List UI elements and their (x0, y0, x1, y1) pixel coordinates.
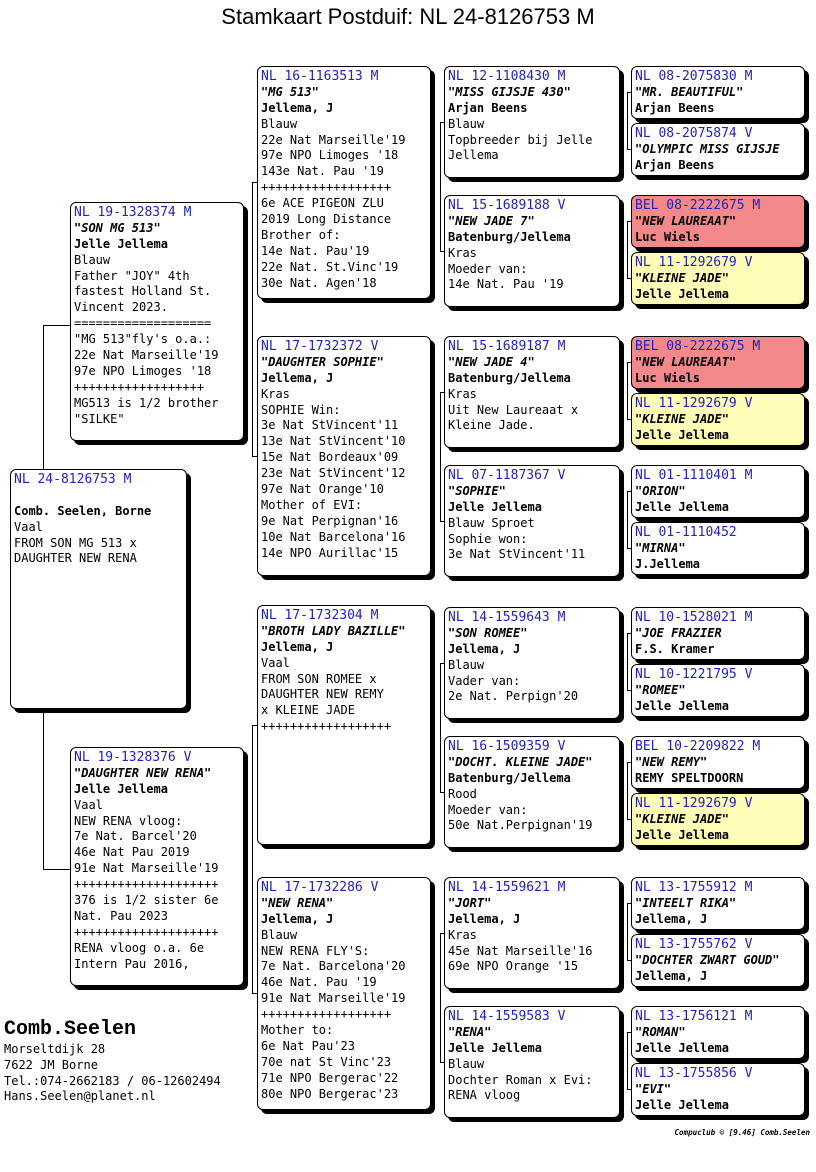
ring-number: NL 10-1528021 M (635, 610, 753, 625)
pedigree-note-line: Blauw (74, 252, 111, 267)
pedigree-note-line: 80e NPO Bergerac'23 (261, 1086, 399, 1101)
pedigree-note-line: Topbreeder bij Jelle (448, 132, 593, 147)
pedigree-note-line: 6e Nat Pau'23 (261, 1038, 355, 1053)
pigeon-name: "BROTH LADY BAZILLE" (261, 623, 406, 638)
pigeon-name: "NEW LAUREAAT" (635, 354, 737, 369)
pedigree-note-line: Mother to: (261, 1023, 334, 1038)
owner-name: Batenburg/Jellema (448, 370, 571, 385)
ancestor-card-dss[interactable] (444, 607, 620, 719)
pedigree-note-line: Vaal (74, 797, 103, 812)
pedigree-note-line: 13e Nat StVincent'10 (261, 434, 406, 449)
connector-line (440, 663, 441, 793)
pigeon-name: "SON MG 513" (74, 220, 161, 235)
ring-number: NL 24-8126753 M (14, 472, 132, 487)
connector-line (440, 392, 441, 522)
pedigree-note-line: 46e Nat Pau 2019 (74, 845, 190, 860)
pedigree-note-line: RENA vloog o.a. 6e (74, 940, 205, 955)
sire-card[interactable] (70, 202, 244, 441)
owner-name: Jelle Jellema (635, 499, 729, 514)
pedigree-note-line: Moeder van: (448, 261, 528, 276)
owner-name: Jelle Jellema (635, 427, 729, 442)
pedigree-note-line: 97e NPO Limoges '18 (261, 148, 399, 163)
owner-name: Luc Wiels (635, 370, 701, 385)
pigeon-name: "DOCHT. KLEINE JADE" (448, 754, 593, 769)
great-grandparent-card-10[interactable] (631, 664, 805, 717)
great-grandparent-card-4[interactable] (631, 252, 805, 305)
ring-number: NL 08-2075874 V (635, 126, 753, 141)
ring-number: NL 15-1689187 M (448, 339, 566, 354)
pedigree-note-line: Vaal (14, 519, 43, 534)
ring-number: NL 13-1755762 V (635, 937, 753, 952)
pigeon-name: "KLEINE JADE" (635, 811, 729, 826)
ring-number: BEL 08-2222675 M (635, 198, 761, 213)
pedigree-note-line: ++++++++++++++++++ (261, 1007, 392, 1022)
breeder-postcode-line: 7622 JM Borne (4, 1057, 98, 1072)
ring-number: NL 01-1110452 (635, 525, 737, 540)
owner-name: Jellema, J (261, 100, 334, 115)
breeder-address-line: Morseltdijk 28 (4, 1042, 106, 1056)
great-grandparent-card-12[interactable] (631, 793, 805, 846)
pedigree-note-line: ++++++++++++++++++++ (74, 877, 219, 892)
ancestor-card-sds[interactable] (444, 336, 620, 448)
ancestor-card-dds[interactable] (444, 877, 620, 989)
owner-name: Jellema, J (448, 911, 521, 926)
pedigree-note-line: 45e Nat Marseille'16 (448, 943, 593, 958)
pigeon-name: "ROMAN" (635, 1024, 686, 1039)
pedigree-note-line: Father "JOY" 4th (74, 268, 190, 283)
software-credit: Compuclub © [9.46] Comb.Seelen (674, 1128, 810, 1137)
pigeon-name: "MR. BEAUTIFUL" (635, 84, 744, 99)
ring-number: NL 11-1292679 V (635, 796, 753, 811)
pedigree-note-line: Kras (261, 386, 290, 401)
owner-name: Jelle Jellema (635, 698, 729, 713)
spacer (14, 488, 183, 504)
pedigree-note-line: Kras (448, 386, 477, 401)
ring-number: NL 17-1732304 M (261, 608, 379, 623)
owner-name: Arjan Beens (448, 100, 528, 115)
pedigree-note-line: 46e Nat. Pau '19 (261, 975, 377, 990)
pedigree-note-line: Sophie won: (448, 531, 528, 546)
owner-name: Jellema, J (261, 911, 334, 926)
pedigree-note-line: Brother of: (261, 227, 341, 242)
pedigree-note-line: Kleine Jade. (448, 418, 535, 433)
pedigree-note-line: Blauw (261, 116, 298, 131)
connector-line (252, 182, 253, 457)
pedigree-note-line: 91e Nat Marseille'19 (261, 991, 406, 1006)
connector-line (627, 491, 628, 549)
owner-name: Jellema, J (261, 370, 334, 385)
pedigree-note-line: 91e Nat Marseille'19 (74, 861, 219, 876)
pedigree-note-line: DAUGHTER NEW REMY (261, 687, 384, 702)
connector-line (627, 762, 628, 820)
pedigree-note-line: Kras (448, 245, 477, 260)
pedigree-note-line: ++++++++++++++++++ (261, 719, 392, 734)
pedigree-note-line: "SILKE" (74, 411, 125, 426)
granddam-sire-side-card[interactable] (257, 336, 431, 576)
pedigree-note-line: Blauw (261, 927, 298, 942)
pedigree-note-line: 3e Nat StVincent'11 (448, 547, 586, 562)
pedigree-note-line: NEW RENA vloog: (74, 813, 183, 828)
great-grandparent-card-7[interactable] (631, 465, 805, 518)
pedigree-note-line: 143e Nat. Pau '19 (261, 164, 384, 179)
pigeon-name: "DAUGHTER NEW RENA" (74, 765, 212, 780)
pedigree-note-line: Dochter Roman x Evi: (448, 1072, 593, 1087)
great-grandparent-card-14[interactable] (631, 934, 805, 987)
grandsire-sire-side-card[interactable] (257, 66, 431, 299)
ring-number: NL 11-1292679 V (635, 396, 753, 411)
pedigree-note-line: Nat. Pau 2023 (74, 908, 168, 923)
pedigree-note-line: 14e Nat. Pau '19 (448, 277, 564, 292)
great-grandparent-card-1[interactable] (631, 66, 805, 119)
pedigree-note-line: 30e Nat. Agen'18 (261, 275, 377, 290)
pedigree-note-line: 2019 Long Distance (261, 212, 392, 227)
pedigree-note-line: MG513 is 1/2 brother (74, 395, 219, 410)
owner-name: Jelle Jellema (74, 236, 168, 251)
ancestor-card-sdd[interactable] (444, 465, 620, 577)
pedigree-note-line: 23e Nat StVincent'12 (261, 466, 406, 481)
owner-name: Arjan Beens (635, 100, 715, 115)
owner-name: Jelle Jellema (635, 286, 729, 301)
owner-name: F.S. Kramer (635, 641, 715, 656)
dam-card[interactable] (70, 747, 244, 986)
pedigree-note-line: 69e NPO Orange '15 (448, 959, 579, 974)
ring-number: NL 15-1689188 V (448, 198, 566, 213)
pedigree-note-line: Blauw (448, 657, 485, 672)
ring-number: NL 14-1559583 V (448, 1009, 566, 1024)
pigeon-name: "ROMEE" (635, 682, 686, 697)
pigeon-name: "MG 513" (261, 84, 319, 99)
owner-name: REMY SPELTDOORN (635, 770, 744, 785)
great-grandparent-card-3[interactable] (631, 195, 805, 248)
ring-number: NL 01-1110401 M (635, 468, 753, 483)
ring-number: NL 19-1328376 V (74, 750, 192, 765)
pedigree-note-line: 50e Nat.Perpignan'19 (448, 818, 593, 833)
ring-number: NL 13-1755912 M (635, 880, 753, 895)
pedigree-note-line: SOPHIE Win: (261, 402, 341, 417)
pigeon-name: "JOE FRAZIER (635, 625, 722, 640)
great-grandparent-card-13[interactable] (631, 877, 805, 930)
pigeon-name: "KLEINE JADE" (635, 270, 729, 285)
pigeon-name: "OLYMPIC MISS GIJSJE (635, 141, 780, 156)
great-grandparent-card-2[interactable] (631, 123, 805, 176)
pigeon-name: "ORION" (635, 483, 686, 498)
pigeon-name: "KLEINE JADE" (635, 411, 729, 426)
pedigree-note-line: RENA vloog (448, 1088, 521, 1103)
pigeon-name: "SON ROMEE" (448, 625, 528, 640)
owner-name: Jelle Jellema (74, 781, 168, 796)
pedigree-note-line: 14e NPO Aurillac'15 (261, 545, 399, 560)
pigeon-name: "MISS GIJSJE 430" (448, 84, 571, 99)
owner-name: Jellema, J (635, 911, 708, 926)
ring-number: NL 07-1187367 V (448, 468, 566, 483)
ring-number: NL 17-1732372 V (261, 339, 379, 354)
pedigree-note-line: =================== (74, 316, 212, 331)
pedigree-note-line: 6e ACE PIGEON ZLU (261, 196, 384, 211)
pigeon-name: "MIRNA" (635, 540, 686, 555)
owner-name: Batenburg/Jellema (448, 770, 571, 785)
pedigree-note-line: 70e nat St Vinc'23 (261, 1054, 392, 1069)
great-grandparent-card-9[interactable] (631, 607, 805, 660)
pedigree-note-line: FROM SON ROMEE x (261, 671, 377, 686)
pedigree-note-line: 97e NPO Limoges '18 (74, 363, 212, 378)
great-grandparent-card-11[interactable] (631, 736, 805, 789)
connector-line (440, 122, 441, 252)
breeder-email-line[interactable]: Hans.Seelen@planet.nl (4, 1089, 156, 1104)
owner-name: Jellema, J (635, 968, 708, 983)
pedigree-note-line: NEW RENA FLY'S: (261, 943, 370, 958)
pedigree-note-line: 9e Nat Perpignan'16 (261, 513, 399, 528)
pedigree-note-line: Uit New Laureaat x (448, 402, 579, 417)
pedigree-note-line: Blauw (448, 1056, 485, 1071)
subject-pigeon-card[interactable] (10, 469, 187, 709)
ring-number: NL 16-1509359 V (448, 739, 566, 754)
connector-line (627, 221, 628, 279)
pedigree-note-line: 22e Nat Marseille'19 (261, 132, 406, 147)
ancestor-card-sss[interactable] (444, 66, 620, 178)
great-grandparent-card-5[interactable] (631, 336, 805, 389)
pigeon-name: "INTEELT RIKA" (635, 895, 737, 910)
owner-name: Jelle Jellema (448, 1040, 542, 1055)
pedigree-note-line: 7e Nat. Barcelona'20 (261, 959, 406, 974)
owner-name: Comb. Seelen, Borne (14, 503, 152, 518)
pedigree-note-line: 376 is 1/2 sister 6e (74, 893, 219, 908)
pedigree-note-line: Jellema (448, 148, 499, 163)
connector-line (627, 903, 628, 961)
ring-number: NL 14-1559643 M (448, 610, 566, 625)
ancestor-card-ssd[interactable] (444, 195, 620, 307)
owner-name: Batenburg/Jellema (448, 229, 571, 244)
connector-line (252, 725, 253, 994)
pigeon-name: "DAUGHTER SOPHIE" (261, 354, 384, 369)
pigeon-name: "NEW JADE 7" (448, 213, 535, 228)
ring-number: NL 10-1221795 V (635, 667, 753, 682)
connector-line (43, 869, 70, 870)
pedigree-note-line: 14e Nat. Pau'19 (261, 243, 370, 258)
pedigree-note-line: Vaal (261, 655, 290, 670)
pigeon-name: "RENA" (448, 1024, 492, 1039)
pedigree-note-line: ++++++++++++++++++ (261, 180, 392, 195)
ring-number: NL 08-2075830 M (635, 69, 753, 84)
pedigree-note-line: x KLEINE JADE (261, 703, 355, 718)
connector-line (627, 1032, 628, 1090)
pedigree-note-line: "MG 513"fly's o.a.: (74, 332, 212, 347)
ring-number: BEL 08-2222675 M (635, 339, 761, 354)
connector-line (440, 933, 441, 1063)
pedigree-note-line: ++++++++++++++++++ (74, 379, 205, 394)
connector-line (43, 325, 70, 326)
pedigree-note-line: 97e Nat Orange'10 (261, 482, 384, 497)
ancestor-card-ddd[interactable] (444, 1006, 620, 1118)
pedigree-note-line: Mother of EVI: (261, 497, 363, 512)
pedigree-note-line: Vader van: (448, 673, 521, 688)
owner-name: J.Jellema (635, 556, 701, 571)
pedigree-note-line: 15e Nat Bordeaux'09 (261, 450, 399, 465)
owner-name: Jellema, J (261, 639, 334, 654)
ring-number: NL 19-1328374 M (74, 205, 192, 220)
pedigree-note-line: 22e Nat. St.Vinc'19 (261, 259, 399, 274)
pigeon-name: "NEW LAUREAAT" (635, 213, 737, 228)
pigeon-name: "NEW JADE 4" (448, 354, 535, 369)
ring-number: NL 11-1292679 V (635, 255, 753, 270)
connector-line (627, 362, 628, 420)
granddam-dam-side-card[interactable] (257, 877, 431, 1110)
pedigree-note-line: 10e Nat Barcelona'16 (261, 529, 406, 544)
pedigree-note-line: Moeder van: (448, 802, 528, 817)
owner-name: Jelle Jellema (635, 1097, 729, 1112)
pedigree-note-line: Vincent 2023. (74, 300, 168, 315)
owner-name: Luc Wiels (635, 229, 701, 244)
pedigree-note-line: 3e Nat StVincent'11 (261, 418, 399, 433)
pigeon-name: "NEW REMY" (635, 754, 708, 769)
pigeon-name: "EVI" (635, 1081, 672, 1096)
ring-number: NL 13-1755856 V (635, 1066, 753, 1081)
pedigree-note-line: FROM SON MG 513 x (14, 535, 137, 550)
pigeon-name: "JORT" (448, 895, 492, 910)
breeder-contact-block (4, 1018, 221, 1105)
pedigree-note-line: fastest Holland St. (74, 284, 212, 299)
ring-number: NL 16-1163513 M (261, 69, 379, 84)
breeder-name: Comb.Seelen (4, 1018, 137, 1041)
pedigree-note-line: Blauw (448, 116, 485, 131)
ring-number: BEL 10-2209822 M (635, 739, 761, 754)
connector-line (627, 633, 628, 691)
breeder-phone-line: Tel.:074-2662183 / 06-12602494 (4, 1073, 221, 1088)
owner-name: Jelle Jellema (635, 1040, 729, 1055)
connector-line (627, 92, 628, 150)
owner-name: Jelle Jellema (448, 499, 542, 514)
pedigree-note-line: Kras (448, 927, 477, 942)
pedigree-note-line: 71e NPO Bergerac'22 (261, 1070, 399, 1085)
great-grandparent-card-16[interactable] (631, 1063, 805, 1116)
ring-number: NL 17-1732286 V (261, 880, 379, 895)
pedigree-note-line: 22e Nat Marseille'19 (74, 348, 219, 363)
owner-name: Jelle Jellema (635, 827, 729, 842)
pedigree-note-line: ++++++++++++++++++++ (74, 924, 219, 939)
great-grandparent-card-15[interactable] (631, 1006, 805, 1059)
great-grandparent-card-6[interactable] (631, 393, 805, 446)
owner-name: Arjan Beens (635, 157, 715, 172)
ancestor-card-dsd[interactable] (444, 736, 620, 848)
grandsire-dam-side-card[interactable] (257, 605, 431, 845)
ring-number: NL 14-1559621 M (448, 880, 566, 895)
pigeon-name: "SOPHIE" (448, 483, 506, 498)
pedigree-note-line: Intern Pau 2016, (74, 956, 190, 971)
pigeon-name: "NEW RENA" (261, 895, 334, 910)
ring-number: NL 12-1108430 M (448, 69, 566, 84)
page-title: Stamkaart Postduif: NL 24-8126753 M (221, 4, 595, 29)
ring-number: NL 13-1756121 M (635, 1009, 753, 1024)
pedigree-note-line: DAUGHTER NEW RENA (14, 551, 137, 566)
pedigree-note-line: Rood (448, 786, 477, 801)
pedigree-note-line: 2e Nat. Perpign'20 (448, 689, 579, 704)
pedigree-note-line: 7e Nat. Barcel'20 (74, 829, 197, 844)
great-grandparent-card-8[interactable] (631, 522, 805, 575)
pigeon-name: "DOCHTER ZWART GOUD" (635, 952, 780, 967)
owner-name: Jellema, J (448, 641, 521, 656)
pedigree-note-line: Blauw Sproet (448, 515, 535, 530)
